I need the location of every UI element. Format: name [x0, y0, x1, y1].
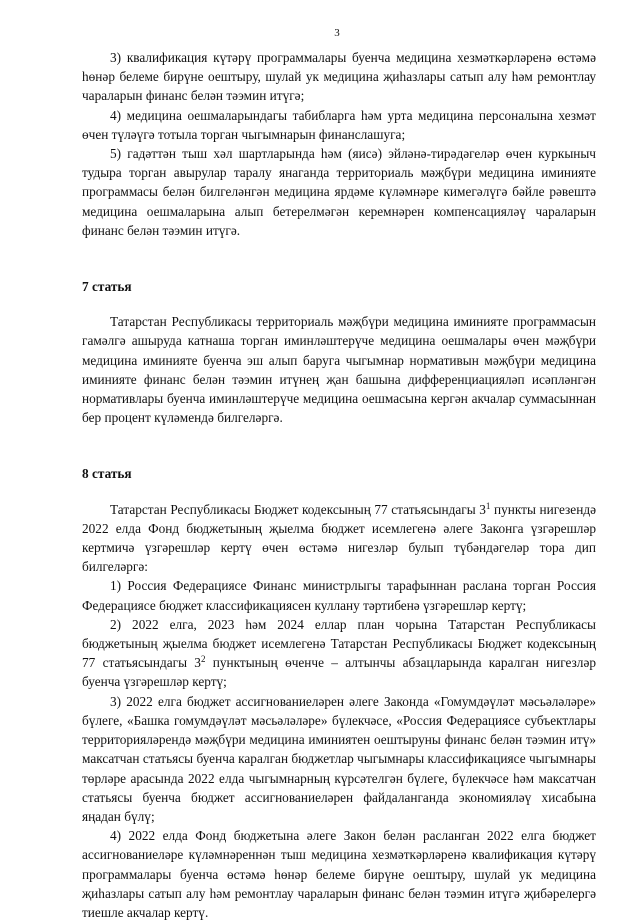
article-8-intro-text: Татарстан Республикасы Бюджет кодексының 77 статьясындагы 3	[110, 501, 486, 517]
article-8-item-3: 3) 2022 елга бюджет ассигнованиеләрен әлеге Законда «Гомумдәүләт мәсьәләләре» бүлеге, «Башка гомумдәүләт мәсьәләләре» бүлекчәсе, «Россия Федерациясе субъектлары территорияләрендә мәҗбүри медицина иминиятен оештыруны финанс белән тәэмин итү» максатчан статьясы буенча каралган бюджетлар чыгымнары классификациясе чыгымнары төрләре арасында 2022 елда чыгымнарның күрсәтелгән бүлеге, бүлекчәсе һәм максатчан статьясы буенча бюджет ассигнованиеләрен файдаланганда экономияләү хисабына яңадан бүлү;	[82, 693, 596, 824]
article-7-heading: 7 статья	[82, 279, 132, 295]
paragraph-item-5: 5) гадәттән тыш хәл шартларында һәм (яисә) эйләнә-тирәдәгеләр өчен куркыныч тудыра торган авырулар таралу янаганда территориаль мәҗбүри медицина иминияте программасы белән билгеләнгән медицина ярдәме күләмнәре кимегәлүгә бәйле рәвештә медицина оешмаларына алып бетерелмәгән керемнәрен компенсацияләү чараларын финанс белән тәэмин итүгә.	[82, 146, 596, 238]
superscript: 1	[485, 500, 491, 511]
article-8-item-2-text: 2) 2022 елга, 2023 һәм 2024 еллар план чорына Татарстан Республикасы бюджетының җыелма бюджет исемлегенә Татарстан Республикасы Бюджет кодексының 77 статьясындагы 3	[82, 616, 596, 671]
article-8-intro-text-end: пункты нигезендә 2022 елда Фонд бюджетының җыелма бюджет исемлегенә әлеге Законга үзгәрешләр кертмичә үзгәрешләр кертү өчен өстәмә нигезләр булып түбәндәгеләр тора дип билгеләргә:	[82, 501, 596, 575]
spacer	[82, 427, 596, 446]
article-8-item-4: 4) 2022 елда Фонд бюджетына әлеге Закон белән расланган 2022 елга бюджет ассигнованиеләре күләмнәреннән тыш медицина хезмәткәрләренә квалификация күтәрү программалары буенча өстәмә һөнәр белеме бирүне оештыру, шулай ук медицина җиһазлары сатып алу һәм ремонтлау чараларын финанс белән тәэмин итүгә җибәрелергә тиешле акчалар кертү.	[82, 828, 596, 920]
paragraph-item-3: 3) квалификация күтәрү программалары буенча медицина хезмәткәрләренә өстәмә һөнәр белеме бирүне оештыру, шулай ук медицина җиһазлары сатып алу һәм ремонтлау чараларын финанс белән тәэмин итүгә;	[82, 50, 596, 104]
superscript: 2	[200, 654, 206, 665]
article-8-heading: 8 статья	[82, 466, 132, 482]
paragraph-item-4: 4) медицина оешмаларындагы табибларга һәм урта медицина персоналына хезмәт өчен түләүгә тотыла торган чыгымнарын финанслашуга;	[82, 107, 596, 142]
article-8-item-2-text-end: пунктының өченче – алтынчы абзацларында каралган нигезләр буенча үзгәрешләр кертү;	[82, 655, 596, 690]
spacer	[82, 240, 596, 259]
article-8-item-1: 1) Россия Федерациясе Финанс министрлыгы тарафыннан раслана торган Россия Федерациясе бюджет классификациясен куллану тәртибенә үзгәрешләр кертү;	[82, 578, 596, 613]
article-7-paragraph: Татарстан Республикасы территориаль мәҗбүри медицина иминияте программасын гамәлгә ашыруда катнаша торган иминләштерүче медицина оешмалары өчен мәҗбүри медицина иминияте буенча эш алып баруга чыгымнар нормативын мәҗбүри медицина иминияте финанс белән тәэмин итүнең җан башына дифференциацияләп исәпләнгән нормативлары буенча иминләштерүче медицина оешмасына кергән акчалар суммасыннан бер процент күләмендә билгеләргә.	[82, 314, 596, 426]
page-number: 3	[334, 27, 340, 39]
article-8-item-2	[82, 615, 596, 692]
article-8-intro	[82, 500, 596, 577]
